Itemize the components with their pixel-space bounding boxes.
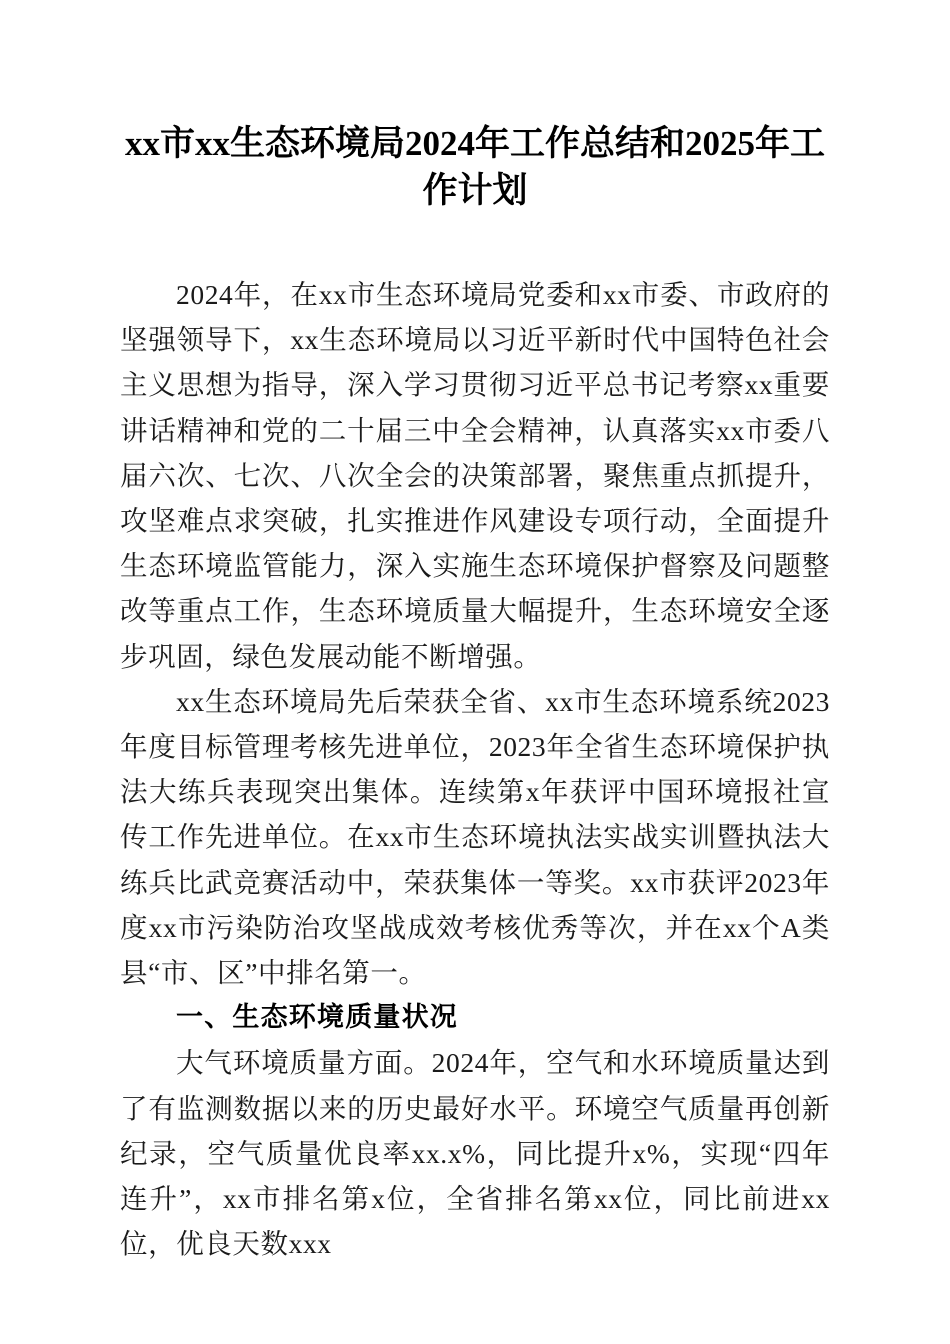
paragraph-honors: xx生态环境局先后荣获全省、xx市生态环境系统2023年度目标管理考核先进单位，2023年全省生态环境保护执法大练兵表现突出集体。连续第x年获评中国环境报社宣传工作先进单位。在xx市生态环境执法实战实训暨执法大练兵比武竞赛活动中，荣获集体一等奖。xx市获评2023年度xx市污染防治攻坚战成效考核优秀等次，并在xx个A类县“市、区”中排名第一。 (120, 685, 830, 989)
document-body (120, 120, 830, 1266)
page-title: xx市xx生态环境局2024年工作总结和2025年工作计划 (124, 124, 825, 210)
paragraph-air-quality: 大气环境质量方面。2024年，空气和水环境质量达到了有监测数据以来的历史最好水平。环境空气质量再创新纪录，空气质量优良率xx.x%，同比提升x%，实现“四年连升”，xx市排名第x位，全省排名第xx位，同比前进xx位，优良天数xxx (120, 1047, 830, 1260)
paragraph-intro: 2024年，在xx市生态环境局党委和xx市委、市政府的坚强领导下，xx生态环境局以习近平新时代中国特色社会主义思想为指导，深入学习贯彻习近平总书记考察xx重要讲话精神和党的二十届三中全会精神，认真落实xx市委八届六次、七次、八次全会的决策部署，聚焦重点抓提升，攻坚难点求突破，扎实推进作风建设专项行动，全面提升生态环境监管能力，深入实施生态环境保护督察及问题整改等重点工作，生态环境质量大幅提升，生态环境安全逐步巩固，绿色发展动能不断增强。 (120, 279, 830, 672)
section-heading-ecological-quality: 一、生态环境质量状况 (176, 1002, 458, 1033)
title-spacer (120, 214, 830, 272)
